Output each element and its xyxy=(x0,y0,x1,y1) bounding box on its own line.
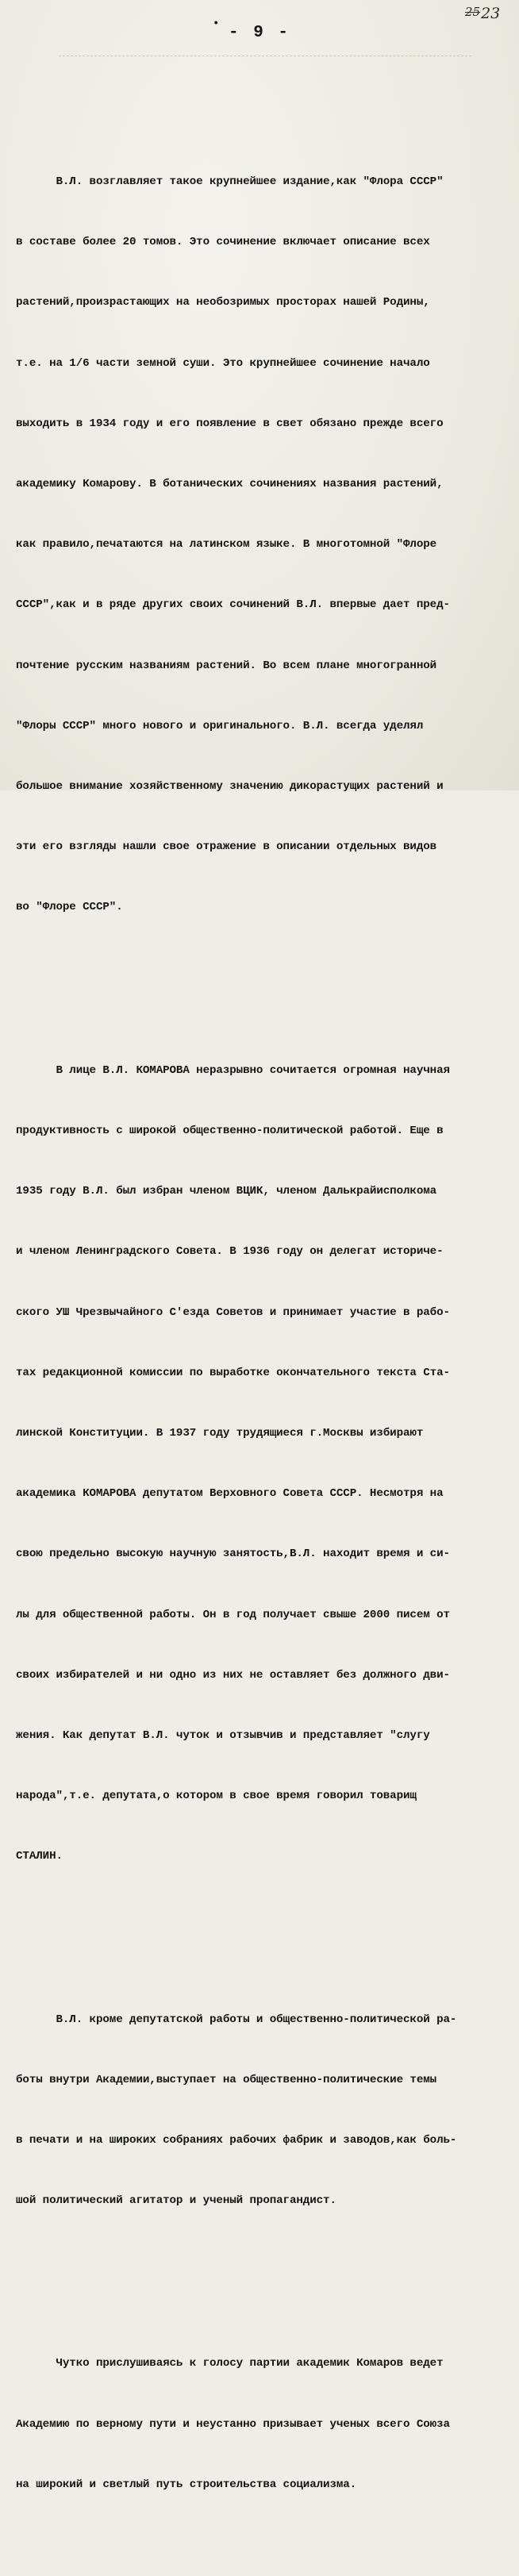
text-line: СССР",как и в ряде других своих сочинений В.Л. впервые дает пред- xyxy=(16,598,450,612)
text-line: своих избирателей и ни одно из них не оставляет без должного дви- xyxy=(16,1668,450,1682)
text-line: продуктивность с широкой общественно-политической работой. Еще в xyxy=(16,1124,444,1137)
text-line: В.Л. кроме депутатской работы и общественно-политической ра- xyxy=(16,2013,457,2026)
paragraph-agitator xyxy=(16,1970,511,2254)
text-line: Чутко прислушиваясь к голосу партии академик Комаров ведет xyxy=(16,2357,444,2370)
text-line: на широкий и светлый путь строительства социализма. xyxy=(16,2478,357,2491)
page-number: - 9 - xyxy=(228,24,290,42)
text-line: академику Комарову. В ботанических сочинениях названия растений, xyxy=(16,478,444,491)
text-line: "Флоры СССР" много нового и оригинального. В.Л. всегда уделял xyxy=(16,719,424,732)
text-line: народа",т.е. депутата,о котором в свое время говорил товарищ xyxy=(16,1790,417,1803)
typed-body-text xyxy=(16,71,511,2576)
text-line: т.е. на 1/6 части земной суши. Это крупнейшее сочинение начало xyxy=(16,356,430,370)
text-line: В лице В.Л. КОМАРОВА неразрывно сочитается огромная научная xyxy=(16,1063,450,1077)
archive-page-number xyxy=(465,5,500,22)
text-line: жения. Как депутат В.Л. чуток и отзывчив и представляет "слугу xyxy=(16,1728,430,1742)
text-line: академика КОМАРОВА депутатом Верховного Совета СССР. Несмотря на xyxy=(16,1487,444,1501)
text-line: в печати и на широких собраниях рабочих фабрик и заводов,как боль- xyxy=(16,2133,457,2147)
text-line: тах редакционной комиссии по выработке окончательного текста Ста- xyxy=(16,1366,450,1379)
paragraph-flora xyxy=(16,132,511,959)
paragraph-academy xyxy=(16,2314,511,2536)
paragraph-public-work xyxy=(16,1021,511,1909)
text-line: эти его взгляды нашли свое отражение в описании отдельных видов xyxy=(16,840,437,854)
text-line: лы для общественной работы. Он в год получает свыше 2000 писем от xyxy=(16,1608,450,1621)
text-line: боты внутри Академии,выступает на общественно-политические темы xyxy=(16,2073,437,2086)
text-line: свою предельно высокую научную занятость,В.Л. находит время и си- xyxy=(16,1548,450,1561)
text-line: шой политический агитатор и ученый пропагандист. xyxy=(16,2194,336,2208)
typed-dot-mark: • xyxy=(213,17,220,30)
text-line: растений,произрастающих на необозримых просторах нашей Родины, xyxy=(16,296,430,310)
text-line: ского УШ Чрезвычайного С'езда Советов и принимает участие в рабо- xyxy=(16,1305,450,1319)
text-line: большое внимание хозяйственному значению дикорастущих растений и xyxy=(16,780,444,794)
text-line: во "Флоре СССР". xyxy=(16,901,123,914)
text-line: как правило,печатаются на латинском языке. В многотомной "Флоре xyxy=(16,538,437,552)
text-line: 1935 году В.Л. был избран членом ВЦИК, членом Далькрайисполкома xyxy=(16,1185,437,1198)
text-line: в составе более 20 томов. Это сочинение включает описание всех xyxy=(16,236,430,249)
archive-number-current: 23 xyxy=(481,5,501,22)
text-line: почтение русским названиям растений. Во всем плане многогранной xyxy=(16,659,437,672)
faint-bleed-through-line xyxy=(59,56,471,57)
archive-number-crossed: 25 xyxy=(465,5,481,19)
text-line: СТАЛИН. xyxy=(16,1850,63,1863)
text-line: и членом Ленинградского Совета. В 1936 году он делегат историче- xyxy=(16,1245,444,1259)
text-line: Академию по верному пути и неустанно призывает ученых всего Союза xyxy=(16,2417,450,2431)
text-line: выходить в 1934 году и его появление в свет обязано прежде всего xyxy=(16,417,444,430)
text-line: линской Конституции. В 1937 году трудящиеся г.Москвы избирают xyxy=(16,1426,424,1440)
text-line: В.Л. возглавляет такое крупнейшее издание,как "Флора СССР" xyxy=(16,175,444,189)
